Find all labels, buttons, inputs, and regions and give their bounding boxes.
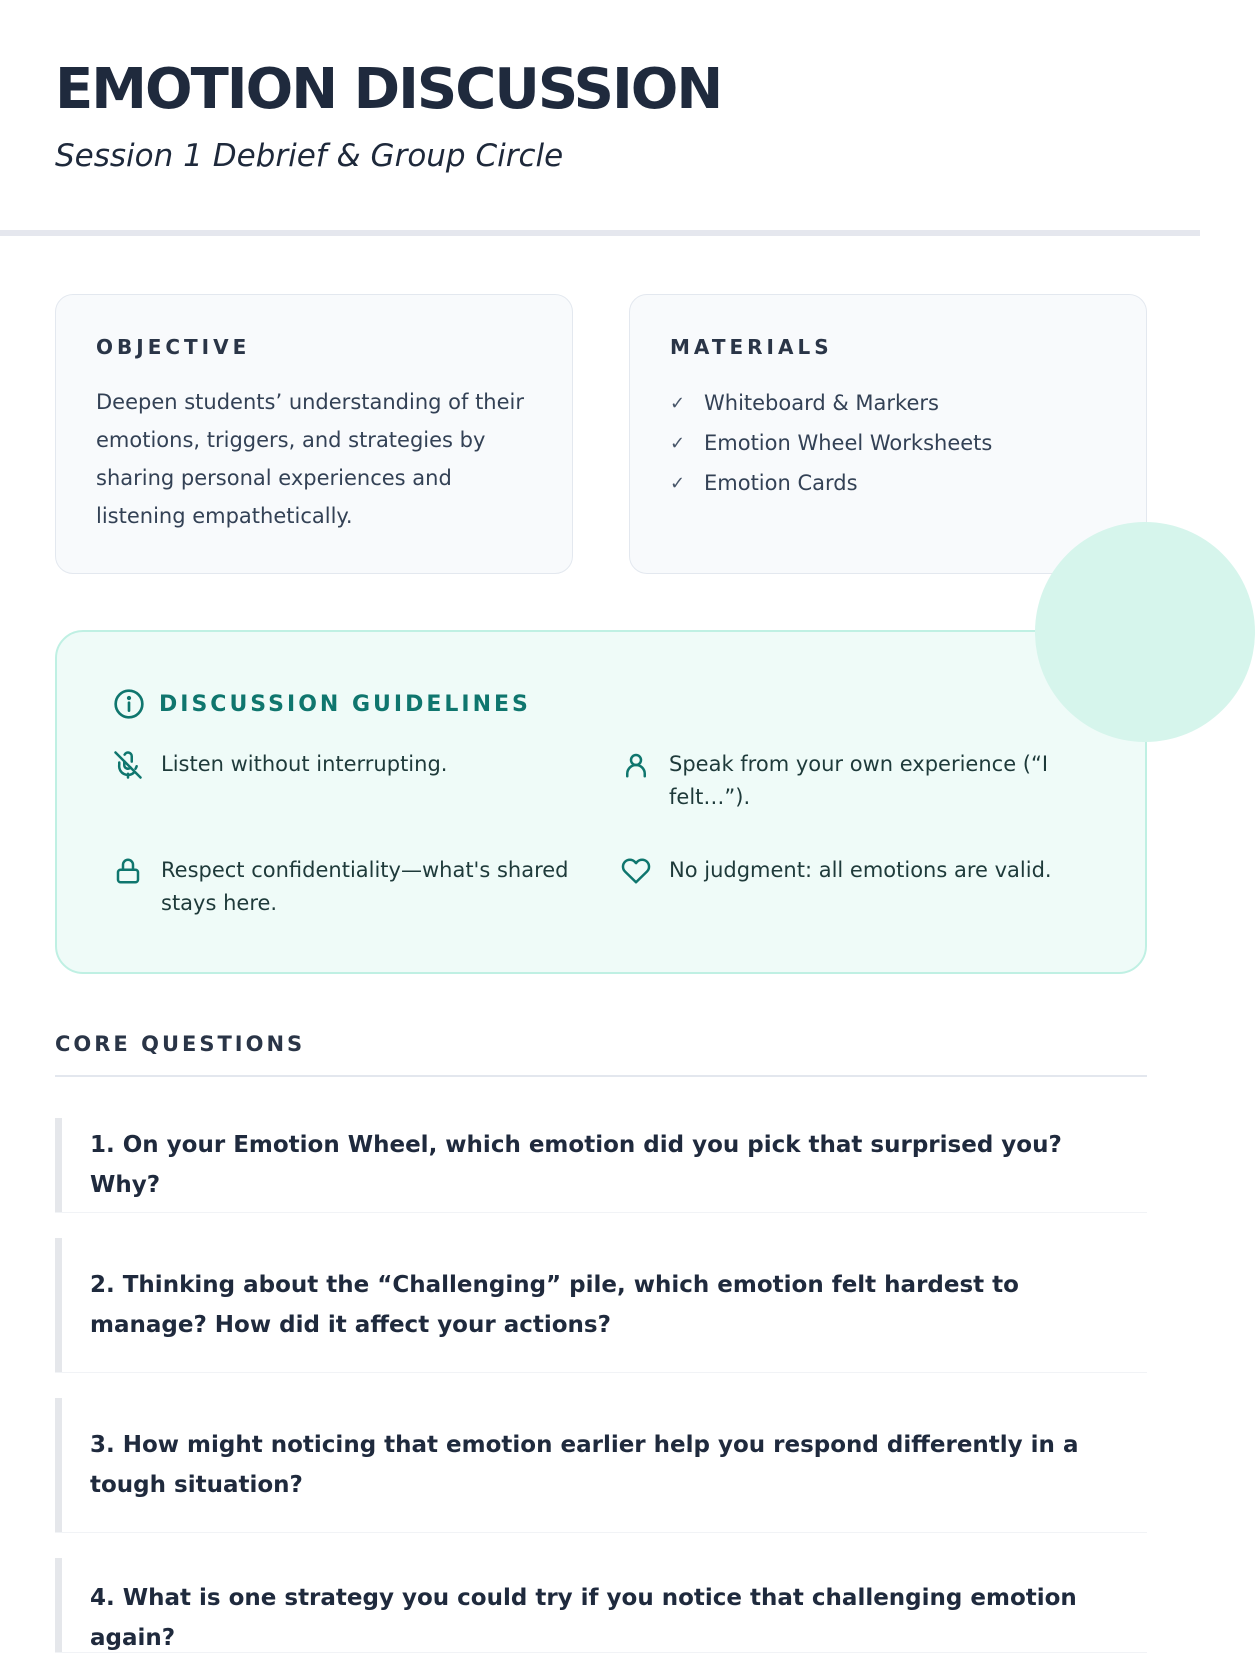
guideline-item: [113, 854, 583, 920]
question-card: [55, 1238, 1147, 1372]
materials-list: [670, 383, 1106, 503]
guideline-item: [621, 854, 1091, 887]
guideline-item: [621, 748, 1091, 814]
divider: [55, 1075, 1147, 1077]
guidelines-title: DISCUSSION GUIDELINES: [159, 691, 531, 717]
question-text: 2. Thinking about the “Challenging” pile, which emotion felt hardest to manage? How did it affect your actions?: [90, 1272, 1019, 1338]
page-header: [0, 0, 1200, 236]
materials-card: [629, 294, 1147, 574]
decorative-circle: [1035, 522, 1255, 742]
lock-icon: [113, 856, 143, 886]
question-text: 3. How might noticing that emotion earlier help you respond differently in a tough situation?: [90, 1432, 1079, 1498]
objective-card: [55, 294, 573, 574]
guideline-text: Listen without interrupting.: [161, 752, 448, 776]
core-questions-title: CORE QUESTIONS: [55, 1032, 306, 1056]
question-card: [55, 1118, 1147, 1212]
question-card: [55, 1398, 1147, 1532]
objective-title: OBJECTIVE: [96, 335, 251, 359]
guideline-text: Speak from your own experience (“I felt…”).: [669, 752, 1049, 809]
materials-item: [670, 383, 1106, 423]
materials-title: MATERIALS: [670, 335, 833, 359]
materials-item: [670, 423, 1106, 463]
materials-item: [670, 463, 1106, 503]
materials-item-label: Whiteboard & Markers: [704, 391, 939, 415]
question-card: [55, 1558, 1147, 1652]
page-subtitle: Session 1 Debrief & Group Circle: [55, 138, 564, 174]
page-title: EMOTION DISCUSSION: [55, 57, 722, 122]
materials-item-label: Emotion Cards: [704, 471, 858, 495]
user-icon: [621, 750, 651, 780]
info-cards: [55, 294, 1147, 574]
info-icon: [113, 688, 145, 720]
question-text: 1. On your Emotion Wheel, which emotion did you pick that surprised you? Why?: [90, 1132, 1062, 1198]
check-icon: ✓: [670, 432, 686, 454]
check-icon: ✓: [670, 472, 686, 494]
guideline-text: No judgment: all emotions are valid.: [669, 858, 1052, 882]
heart-icon: [621, 856, 651, 886]
materials-item-label: Emotion Wheel Worksheets: [704, 431, 993, 455]
guideline-text: Respect confidentiality—what's shared stays here.: [161, 858, 569, 915]
guidelines-header: [113, 688, 531, 720]
objective-text: Deepen students’ understanding of their emotions, triggers, and strategies by sharing personal experiences and listening empathetically.: [96, 390, 524, 528]
guideline-item: [113, 748, 583, 781]
mic-off-icon: [113, 750, 143, 780]
question-text: 4. What is one strategy you could try if you notice that challenging emotion again?: [90, 1585, 1077, 1651]
discussion-guidelines-panel: [55, 630, 1147, 974]
check-icon: ✓: [670, 392, 686, 414]
